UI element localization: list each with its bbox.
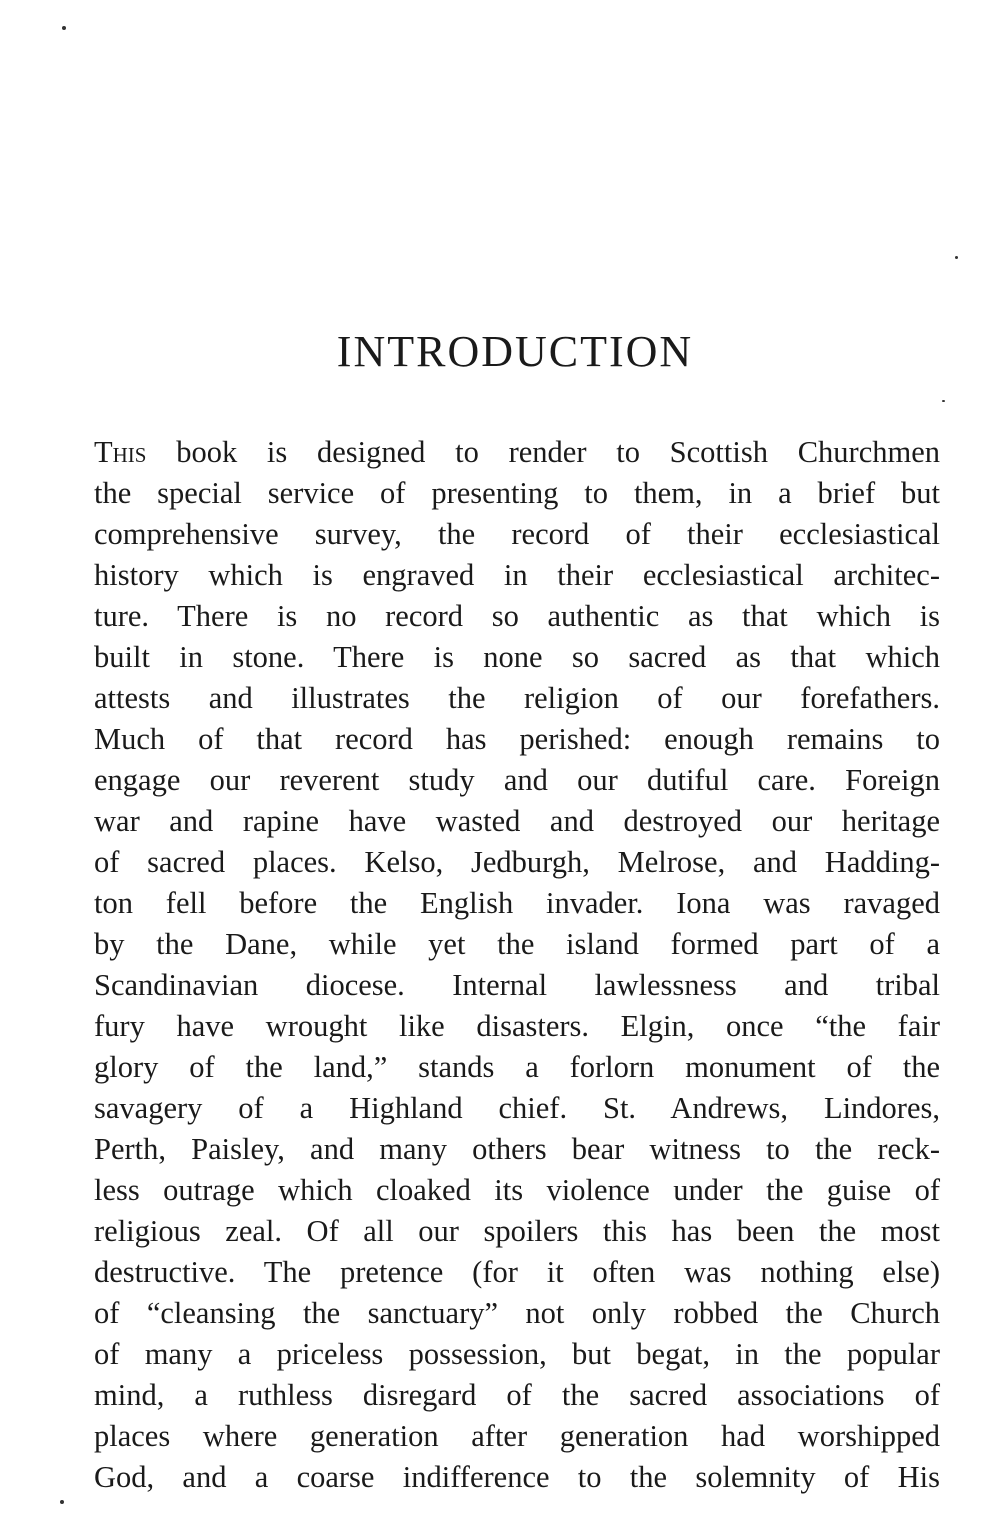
text-line: war and rapine have wasted and destroyed our heritage [94,804,940,838]
text-line: savagery of a Highland chief. St. Andrews, Lindores, [94,1091,940,1125]
chapter-heading: INTRODUCTION [336,327,694,376]
text-line: comprehensive survey, the record of their ecclesiastical [94,517,940,551]
opening-word: This [94,435,147,469]
text-line: of “cleansing the sanctuary” not only robbed the Church [94,1296,940,1330]
scan-speck [62,26,66,30]
text-line: the special service of presenting to them, in a brief but [94,476,940,510]
text-line: ton fell before the English invader. Iona was ravaged [94,886,940,920]
text-line: God, and a coarse indifference to the solemnity of His [94,1460,940,1494]
text-line: by the Dane, while yet the island formed part of a [94,927,940,961]
text-line: Perth, Paisley, and many others bear witness to the reck- [94,1132,940,1166]
text-line: Much of that record has perished: enough remains to [94,722,940,756]
text-line: history which is engraved in their ecclesiastical architec- [94,558,940,592]
text-line: Scandinavian diocese. Internal lawlessness and tribal [94,968,940,1002]
scan-speck [955,256,958,259]
text-line: of many a priceless possession, but begat, in the popular [94,1337,940,1371]
body-paragraph [94,432,940,1498]
text-line: of sacred places. Kelso, Jedburgh, Melrose, and Hadding- [94,845,940,879]
text-line: places where generation after generation had worshipped [94,1419,940,1453]
text-line: glory of the land,” stands a forlorn monument of the [94,1050,940,1084]
text-line: less outrage which cloaked its violence under the guise of [94,1173,940,1207]
text-line: fury have wrought like disasters. Elgin, once “the fair [94,1009,940,1043]
text-line: religious zeal. Of all our spoilers this has been the most [94,1214,940,1248]
scan-speck [60,1500,64,1504]
text-line: mind, a ruthless disregard of the sacred associations of [94,1378,940,1412]
text-line: attests and illustrates the religion of our forefathers. [94,681,940,715]
text-line: ture. There is no record so authentic as that which is [94,599,940,633]
text-line: built in stone. There is none so sacred as that which [94,640,940,674]
text-line: destructive. The pretence (for it often was nothing else) [94,1255,940,1289]
text-line: engage our reverent study and our dutiful care. Foreign [94,763,940,797]
text-line: This book is designed to render to Scottish Churchmen [94,435,940,469]
scan-speck [942,400,945,402]
